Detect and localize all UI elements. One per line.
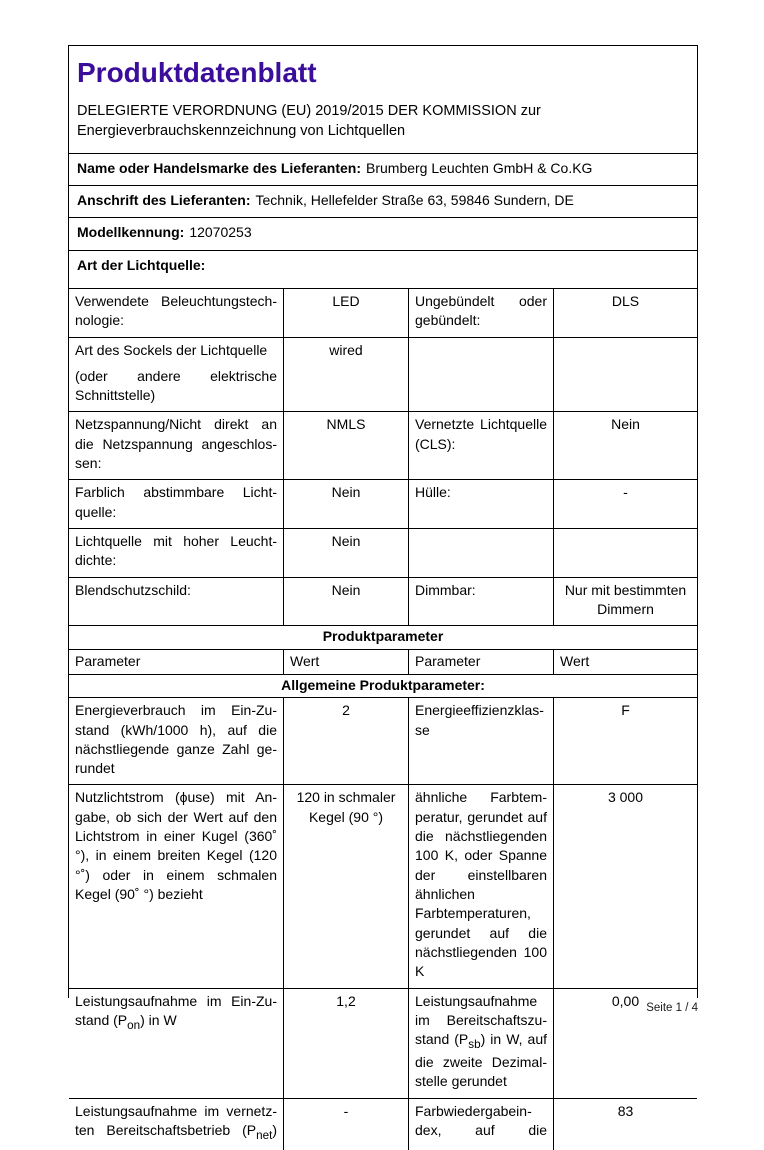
param-label: ähnliche Farbtemperatur, gerundet auf die nächstliegenden 100 K, oder Spanne der einstellbaren ähnlichen Farbtemperaturen, gerundet auf die nächstliegenden 100 K <box>408 785 553 987</box>
table-row-technology <box>69 288 697 337</box>
supplier-name-value: Brumberg Leuchten GmbH & Co.KG <box>366 159 593 176</box>
column-header: Parameter <box>75 652 141 669</box>
table-row-colour-tunable <box>69 479 697 528</box>
param-label-line2: (oder andere elektrische Schnittstelle) <box>75 367 277 404</box>
param-label: Ungebündelt oder gebündelt: <box>408 289 553 337</box>
column-header: Parameter <box>408 650 553 674</box>
param-value <box>553 338 697 412</box>
param-label <box>408 529 553 577</box>
param-label: Energieverbrauch im Ein-Zustand (kWh/1000 h), auf die nächstliegende ganze Zahl gerundet <box>75 702 277 777</box>
param-label <box>69 338 283 412</box>
param-value: - <box>283 1099 408 1150</box>
model-id-row <box>69 217 697 249</box>
param-label: Vernetzte Lichtquelle (CLS): <box>408 412 553 479</box>
param-label-line1: Art des Sockels der Lichtquelle <box>75 341 268 358</box>
param-label: Farbwiedergabeindex, auf die <box>408 1099 553 1150</box>
supplier-name-label: Name oder Handelsmarke des Lieferanten: <box>77 159 361 176</box>
param-value <box>553 529 697 577</box>
param-label: Verwendete Beleuchtungstechnologie: <box>75 292 277 329</box>
param-label: Hülle: <box>408 480 553 528</box>
param-label: Leistungsaufnahme im vernetzten Bereitschaftsbetrieb $(P_{net})$ <box>75 1102 277 1142</box>
table-row-glare-shield <box>69 577 697 626</box>
table-row-socket <box>69 337 697 412</box>
param-value: Nur mit bestimmten Dimmern <box>553 578 697 626</box>
table-row-energy-consumption <box>69 697 697 784</box>
param-value: wired <box>283 338 408 412</box>
param-label: Leistungsaufnahme im Ein-Zustand $(P_{on})$ in W <box>75 992 277 1032</box>
param-value: F <box>553 698 697 784</box>
table-row-useful-luminous-flux <box>69 784 697 987</box>
subsection-title-allgemeine: Allgemeine Produktparameter: <box>69 674 697 697</box>
model-id-label: Modellkennung: <box>77 224 185 241</box>
param-label: Lichtquelle mit hoher Leuchtdichte: <box>75 533 277 569</box>
param-value: Nein <box>553 412 697 479</box>
table-row-power-on-state <box>69 988 697 1098</box>
param-label: Nutzlichtstrom (ϕuse) mit Angabe, ob sich der Wert auf den Lichtstrom in einer Kugel (360˚ °), in einem breiten Kegel (120 °˚) oder in einem schmalen Kegel (90˚ °) bezieht <box>75 789 277 902</box>
light-source-type-row <box>69 250 697 288</box>
supplier-address-label: Anschrift des Lieferanten: <box>77 191 251 208</box>
supplier-name-row <box>69 153 697 185</box>
table-row-networked-standby <box>69 1098 697 1142</box>
model-id-value: 12070253 <box>189 224 252 241</box>
page-title: Produktdatenblatt <box>77 57 317 88</box>
param-label: Farblich abstimmbare Lichtquelle: <box>75 484 277 520</box>
table-header-row <box>69 649 697 674</box>
param-value: 83 <box>553 1099 697 1150</box>
param-value: 0,00 <box>553 989 697 1098</box>
page-number: Seite 1 / 4 <box>646 1002 698 1014</box>
table-row-mains <box>69 411 697 479</box>
header-block <box>69 46 697 153</box>
section-title-produktparameter: Produktparameter <box>69 625 697 648</box>
param-value: Nein <box>283 529 408 577</box>
table-row-luminance <box>69 528 697 577</box>
param-value: Nein <box>283 578 408 626</box>
param-value: 1,2 <box>283 989 408 1098</box>
param-label: Dimmbar: <box>408 578 553 626</box>
param-value: Nein <box>283 480 408 528</box>
param-value: DLS <box>553 289 697 337</box>
supplier-address-row <box>69 185 697 217</box>
param-value: LED <box>283 289 408 337</box>
param-label: Netzspannung/Nicht direkt an die Netzspannung angeschlossen: <box>75 416 277 472</box>
param-value: - <box>553 480 697 528</box>
param-label: Leistungsaufnahme im Bereitschaftszustand $(P_{sb})$ in W, auf die zweite Dezimalstelle gerundet <box>408 989 553 1098</box>
column-header: Wert <box>553 650 697 674</box>
param-value: 3 000 <box>553 785 697 987</box>
param-value: 120 in schmaler Kegel (90 °) <box>283 785 408 987</box>
supplier-address-value: Technik, Hellefelder Straße 63, 59846 Sundern, DE <box>255 191 574 208</box>
param-label: Blendschutzschild: <box>75 581 191 598</box>
param-value: 2 <box>283 698 408 784</box>
param-value: NMLS <box>283 412 408 479</box>
param-label: Energieeffizienzklasse <box>408 698 553 784</box>
regulation-subtitle: DELEGIERTE VERORDNUNG (EU) 2019/2015 DER KOMMISSION zur Energieverbrauchskennzeichnung von Lichtquellen <box>77 102 541 139</box>
light-source-type-label: Art der Lichtquelle: <box>77 256 206 273</box>
param-label <box>408 338 553 412</box>
column-header: Wert <box>283 650 408 674</box>
